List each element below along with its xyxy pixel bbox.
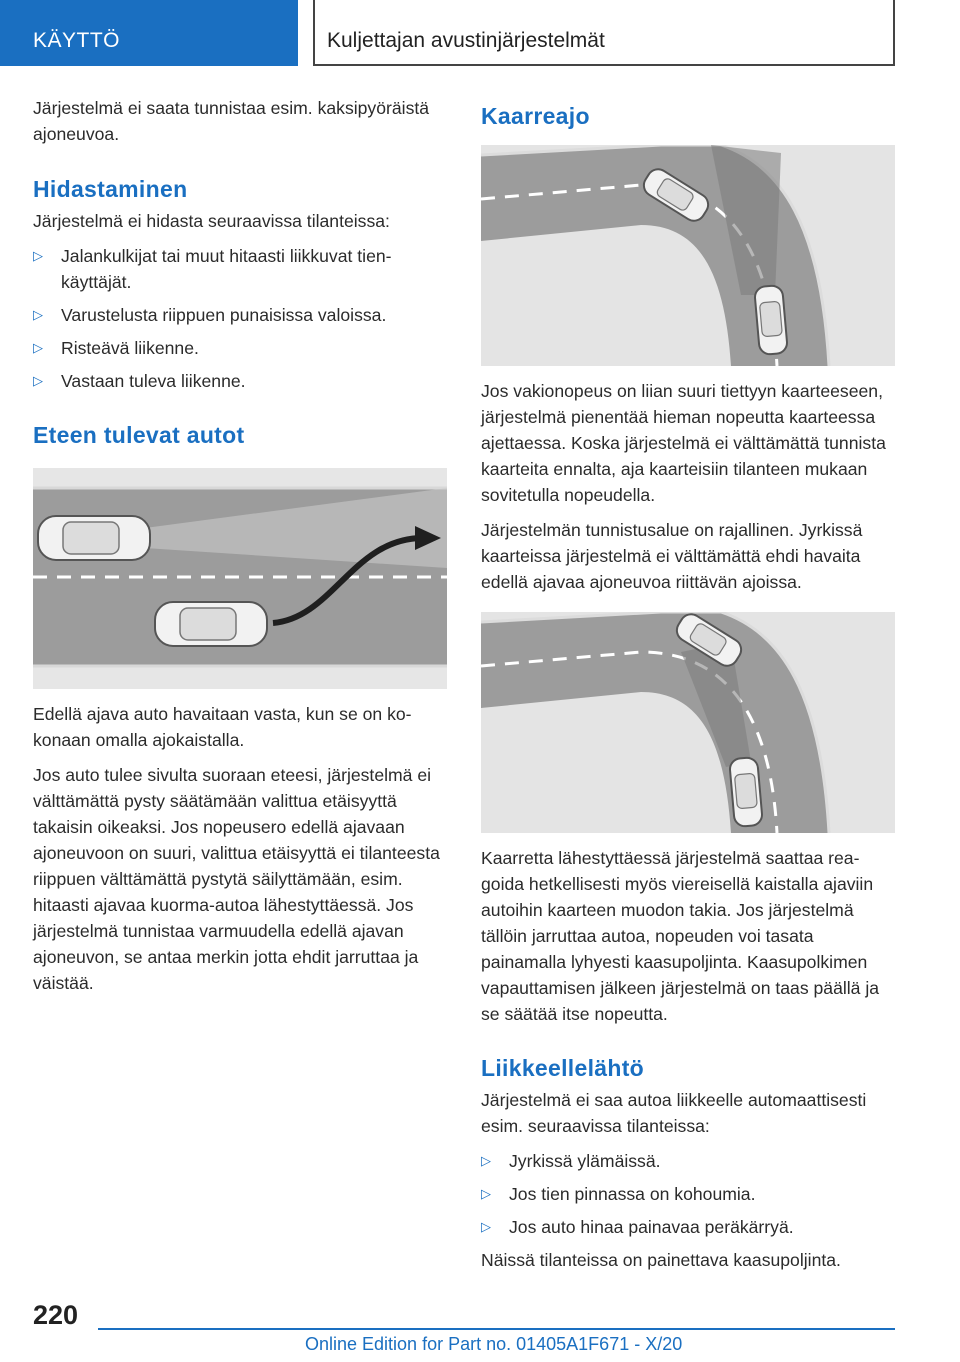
list-item: ▷ Risteävä liikenne. bbox=[33, 335, 447, 361]
list-item: ▷ Jyrkissä ylämäissä. bbox=[481, 1148, 895, 1174]
left-column bbox=[33, 95, 447, 1005]
chapter-title: Kuljettajan avustinjärjestelmät bbox=[313, 0, 895, 66]
right-column bbox=[481, 95, 895, 1282]
car-icon bbox=[729, 757, 763, 827]
edition-link[interactable]: Online Edition for Part no. 01405A1F671 - X/20 bbox=[305, 1334, 683, 1354]
curves-paragraph-2: Järjestelmän tunnistusalue on rajallinen. Jyrkissä kaarteissa järjestelmä ei välttämättä ehdi havaita edellä ajavaa ajoneuvoa riittävän ajoissa. bbox=[481, 520, 863, 592]
footer-divider bbox=[98, 1328, 895, 1330]
curves-paragraph-3: Kaarretta lähestyttäessä järjestelmä saattaa reagoida hetkellisesti myös viereisellä kaistalla ajaviin autoihin kaarteen muodon takia. Jos järjestelmä tällöin jarruttaa autoa, nopeuden voi tasata painamalla lyhyesti kaasupoljinta. Kaasupolkimen vapauttamisen jälkeen järjestelmä on taas päällä ja se säätää itse nopeutta. bbox=[481, 848, 880, 1024]
curve-illustration-1 bbox=[481, 145, 895, 366]
section-label: KÄYTTÖ bbox=[0, 0, 298, 66]
list-item: ▷ Jos auto hinaa painavaa peräkärryä. bbox=[481, 1214, 895, 1240]
ahead-paragraph-2: Jos auto tulee sivulta suoraan eteesi, järjestelmä ei välttämättä pysty säätämään valittua etäisyyttä takaisin oikeaksi. Jos nopeusero edellä ajavaan ajoneuvoon on suuri, valittua etäisyyttä ei tilanteesta riippuen välttämättä pystytä säilyttämään, esim. hitaasti ajavaa kuorma-autoa lähestyttäessä. Jos järjestelmä tunnistaa varmuudella edellä ajavan ajoneuvon, se antaa merkin jotta ehdit jarruttaa ja väistää. bbox=[33, 765, 440, 993]
ahead-paragraph-1: Edellä ajava auto havaitaan vasta, kun se on kokonaan omalla ajokaistalla. bbox=[33, 704, 412, 750]
curves-heading: Kaarreajo bbox=[481, 103, 590, 129]
triangle-bullet-icon: ▷ bbox=[481, 1153, 491, 1168]
list-item: ▷ Jalankulkijat tai muut hitaasti liikkuvat tienkäyttäjät. bbox=[33, 243, 447, 295]
car-icon bbox=[754, 285, 788, 355]
cut-in-illustration bbox=[33, 468, 447, 689]
ahead-heading: Eteen tulevat autot bbox=[33, 422, 245, 448]
page-number: 220 bbox=[33, 1300, 79, 1330]
slowdown-heading: Hidastaminen bbox=[33, 176, 188, 202]
car-icon bbox=[38, 516, 150, 560]
curves-paragraph-1: Jos vakionopeus on liian suuri tiettyyn kaarteeseen, järjestelmä pienentää hieman nopeutta kaarteessa ajettaessa. Koska järjestelmä ei välttämättä tunnista kaarteita ennalta, aja kaarteisiin tilanteen mukaan sovitetulla nopeudella. bbox=[481, 381, 886, 505]
intro-paragraph: Järjestelmä ei saata tunnistaa esim. kaksipyöräistä ajoneuvoa. bbox=[33, 98, 430, 144]
triangle-bullet-icon: ▷ bbox=[33, 340, 43, 355]
triangle-bullet-icon: ▷ bbox=[33, 248, 43, 263]
slowdown-text: Järjestelmä ei hidasta seuraavissa tilanteissa: bbox=[33, 211, 390, 231]
slowdown-list bbox=[33, 243, 447, 394]
list-item: ▷ Jos tien pinnassa on kohoumia. bbox=[481, 1181, 895, 1207]
startoff-closing: Näissä tilanteissa on painettava kaasupoljinta. bbox=[481, 1250, 841, 1270]
startoff-text: Järjestelmä ei saa autoa liikkeelle automaattisesti esim. seuraavissa tilanteissa: bbox=[481, 1090, 867, 1136]
curve-illustration-2 bbox=[481, 612, 895, 833]
startoff-heading: Liikkeellelähtö bbox=[481, 1055, 645, 1081]
triangle-bullet-icon: ▷ bbox=[33, 373, 43, 388]
startoff-list bbox=[481, 1148, 895, 1240]
page-header bbox=[0, 0, 960, 66]
list-item: ▷ Varustelusta riippuen punaisissa valoissa. bbox=[33, 302, 447, 328]
triangle-bullet-icon: ▷ bbox=[33, 307, 43, 322]
car-icon bbox=[155, 602, 267, 646]
triangle-bullet-icon: ▷ bbox=[481, 1186, 491, 1201]
triangle-bullet-icon: ▷ bbox=[481, 1219, 491, 1234]
list-item: ▷ Vastaan tuleva liikenne. bbox=[33, 368, 447, 394]
